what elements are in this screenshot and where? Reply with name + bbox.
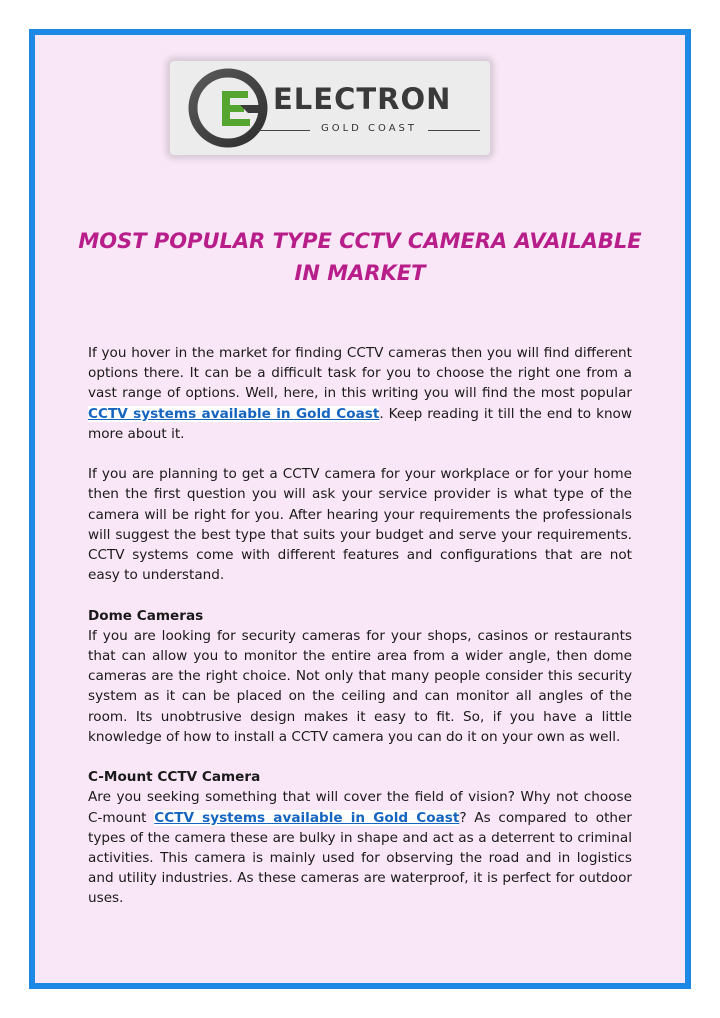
logo-subtitle: GOLD COAST — [320, 123, 418, 134]
intro-text-after: . Keep reading it till the end to know more about it. — [88, 405, 632, 442]
logo-subtitle-row — [258, 123, 480, 137]
logo-divider-right — [428, 130, 480, 131]
page-title — [60, 225, 660, 289]
page-title-line1: MOST POPULAR TYPE CCTV CAMERA AVAILABLE — [78, 229, 642, 253]
cctv-systems-link[interactable]: CCTV systems available in Gold Coast — [88, 405, 380, 422]
intro-paragraph — [88, 343, 632, 444]
cctv-systems-link-2[interactable]: CCTV systems available in Gold Coast — [154, 809, 460, 826]
dome-section — [88, 606, 632, 747]
cmount-heading: C-Mount CCTV Camera — [88, 769, 261, 786]
cmount-text-after: ? As compared to other types of the camera these are bulky in shape and act as a deterrent to criminal activities. This camera is mainly used for observing the road and in logistics and utility industries. As these cameras are waterproof, it is perfect for outdoor uses. — [88, 809, 632, 907]
dome-text: If you are looking for security cameras for your shops, casinos or restaurants that can allow you to monitor the entire area from a wider angle, then dome cameras are the right choice. Not only that many people consider this security system as it can be placed on the ceiling and can monitor all angles of the room. Its unobtrusive design makes it easy to fit. So, if you have a little knowledge of how to install a CCTV camera you can do it on your own as well. — [88, 627, 632, 745]
article-body — [88, 343, 632, 929]
cmount-section — [88, 767, 632, 908]
page-title-line2: IN MARKET — [294, 261, 426, 285]
cmount-text-before: Are you seeking something that will cover the field of vision? Why not choose C-mount — [88, 789, 632, 826]
planning-paragraph: If you are planning to get a CCTV camera for your workplace or for your home then the first question you will ask your service provider is what type of the camera will be right for you. After hearing your requirements the professionals will suggest the best type that suits your budget and serve your requirements. CCTV systems come with different features and configurations that are not easy to understand. — [88, 466, 632, 584]
logo-brand-text: ELECTRON — [273, 82, 452, 116]
company-logo — [170, 61, 490, 155]
intro-text-before: If you hover in the market for finding CCTV cameras then you will find different options there. It can be a difficult task for you to choose the right one from a vast range of options. Well, here, in this writing you will find the most popular — [88, 345, 632, 402]
dome-heading: Dome Cameras — [88, 607, 204, 624]
